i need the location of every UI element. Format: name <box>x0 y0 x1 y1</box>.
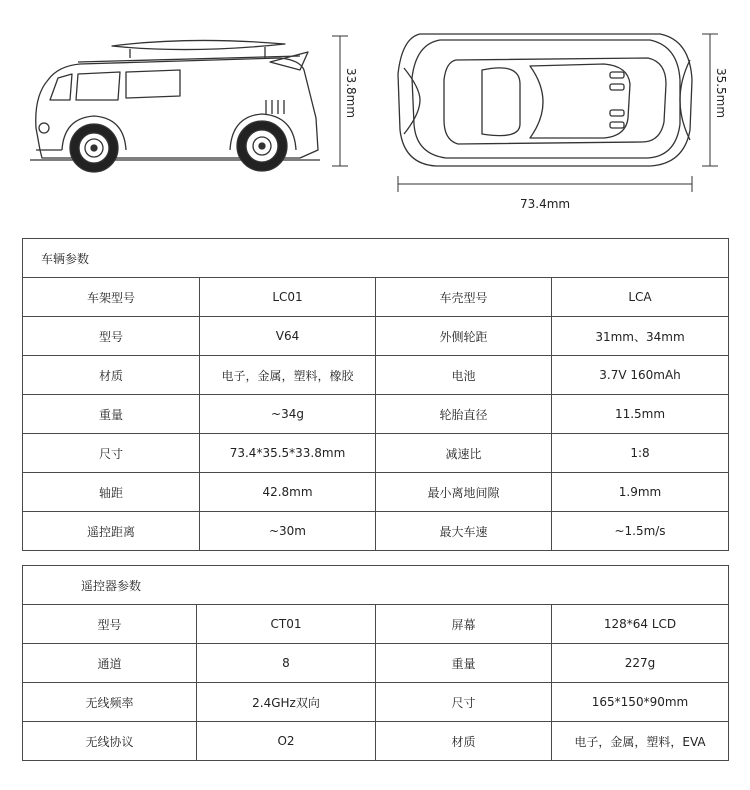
table-cell: ~30m <box>200 512 376 551</box>
table-cell: 通道 <box>23 644 197 683</box>
table-cell: 无线频率 <box>23 683 197 722</box>
table-cell: 31mm、34mm <box>552 317 729 356</box>
table-cell: 重量 <box>23 395 200 434</box>
table-row <box>23 683 729 722</box>
table-cell: 型号 <box>23 317 200 356</box>
table-cell: 材质 <box>23 356 200 395</box>
rear-wheel <box>237 121 287 171</box>
table-cell: 无线协议 <box>23 722 197 761</box>
width-label: 35.5mm <box>714 67 729 119</box>
table-cell: 电子，金属，塑料，EVA <box>552 722 729 761</box>
table-cell: 227g <box>552 644 729 683</box>
surfboard <box>112 40 285 49</box>
table-cell: 外侧轮距 <box>376 317 552 356</box>
table-row <box>23 278 729 317</box>
table-cell: 128*64 LCD <box>552 605 729 644</box>
table-cell: 尺寸 <box>376 683 552 722</box>
table-row <box>23 605 729 644</box>
vehicle-drawings <box>0 0 750 225</box>
table-row <box>23 473 729 512</box>
table-row <box>23 644 729 683</box>
table-row <box>23 434 729 473</box>
vehicle-spec-table <box>22 238 729 551</box>
table-cell: LCA <box>552 278 729 317</box>
length-label: 73.4mm <box>520 197 571 211</box>
table-cell: 42.8mm <box>200 473 376 512</box>
vehicle-table-title: 车辆参数 <box>23 239 729 278</box>
table-cell: 型号 <box>23 605 197 644</box>
roof-panel <box>444 58 666 144</box>
remote-spec-table <box>22 565 729 761</box>
table-cell: 轮胎直径 <box>376 395 552 434</box>
table-cell: LC01 <box>200 278 376 317</box>
table-row <box>23 395 729 434</box>
table-cell: 减速比 <box>376 434 552 473</box>
front-wheel <box>70 124 118 172</box>
van-top-view <box>398 34 692 166</box>
table-cell: 8 <box>197 644 376 683</box>
length-dimension <box>398 176 692 192</box>
windshield <box>50 74 72 100</box>
table-cell: 重量 <box>376 644 552 683</box>
table-cell: 遥控距离 <box>23 512 200 551</box>
table-cell: ~1.5m/s <box>552 512 729 551</box>
table-cell: CT01 <box>197 605 376 644</box>
table-cell: 73.4*35.5*33.8mm <box>200 434 376 473</box>
vent <box>266 100 284 114</box>
table-cell: 2.4GHz双向 <box>197 683 376 722</box>
remote-table-title: 遥控器参数 <box>23 566 729 605</box>
table-cell: 电子，金属，塑料，橡胶 <box>200 356 376 395</box>
table-cell: 165*150*90mm <box>552 683 729 722</box>
table-cell: 材质 <box>376 722 552 761</box>
table-cell: 最小离地间隙 <box>376 473 552 512</box>
table-row <box>23 512 729 551</box>
table-cell: 1:8 <box>552 434 729 473</box>
table-row <box>23 317 729 356</box>
side-window <box>76 72 120 100</box>
table-row <box>23 722 729 761</box>
table-cell: 1.9mm <box>552 473 729 512</box>
table-cell: 最大车速 <box>376 512 552 551</box>
table-cell: ~34g <box>200 395 376 434</box>
table-cell: O2 <box>197 722 376 761</box>
table-row <box>23 356 729 395</box>
table-cell: 11.5mm <box>552 395 729 434</box>
table-cell: 屏幕 <box>376 605 552 644</box>
table-cell: V64 <box>200 317 376 356</box>
table-cell: 电池 <box>376 356 552 395</box>
top-body <box>398 34 692 166</box>
table-cell: 车壳型号 <box>376 278 552 317</box>
height-label: 33.8mm <box>344 67 359 119</box>
table-cell: 尺寸 <box>23 434 200 473</box>
table-cell: 3.7V 160mAh <box>552 356 729 395</box>
table-cell: 轴距 <box>23 473 200 512</box>
table-cell: 车架型号 <box>23 278 200 317</box>
